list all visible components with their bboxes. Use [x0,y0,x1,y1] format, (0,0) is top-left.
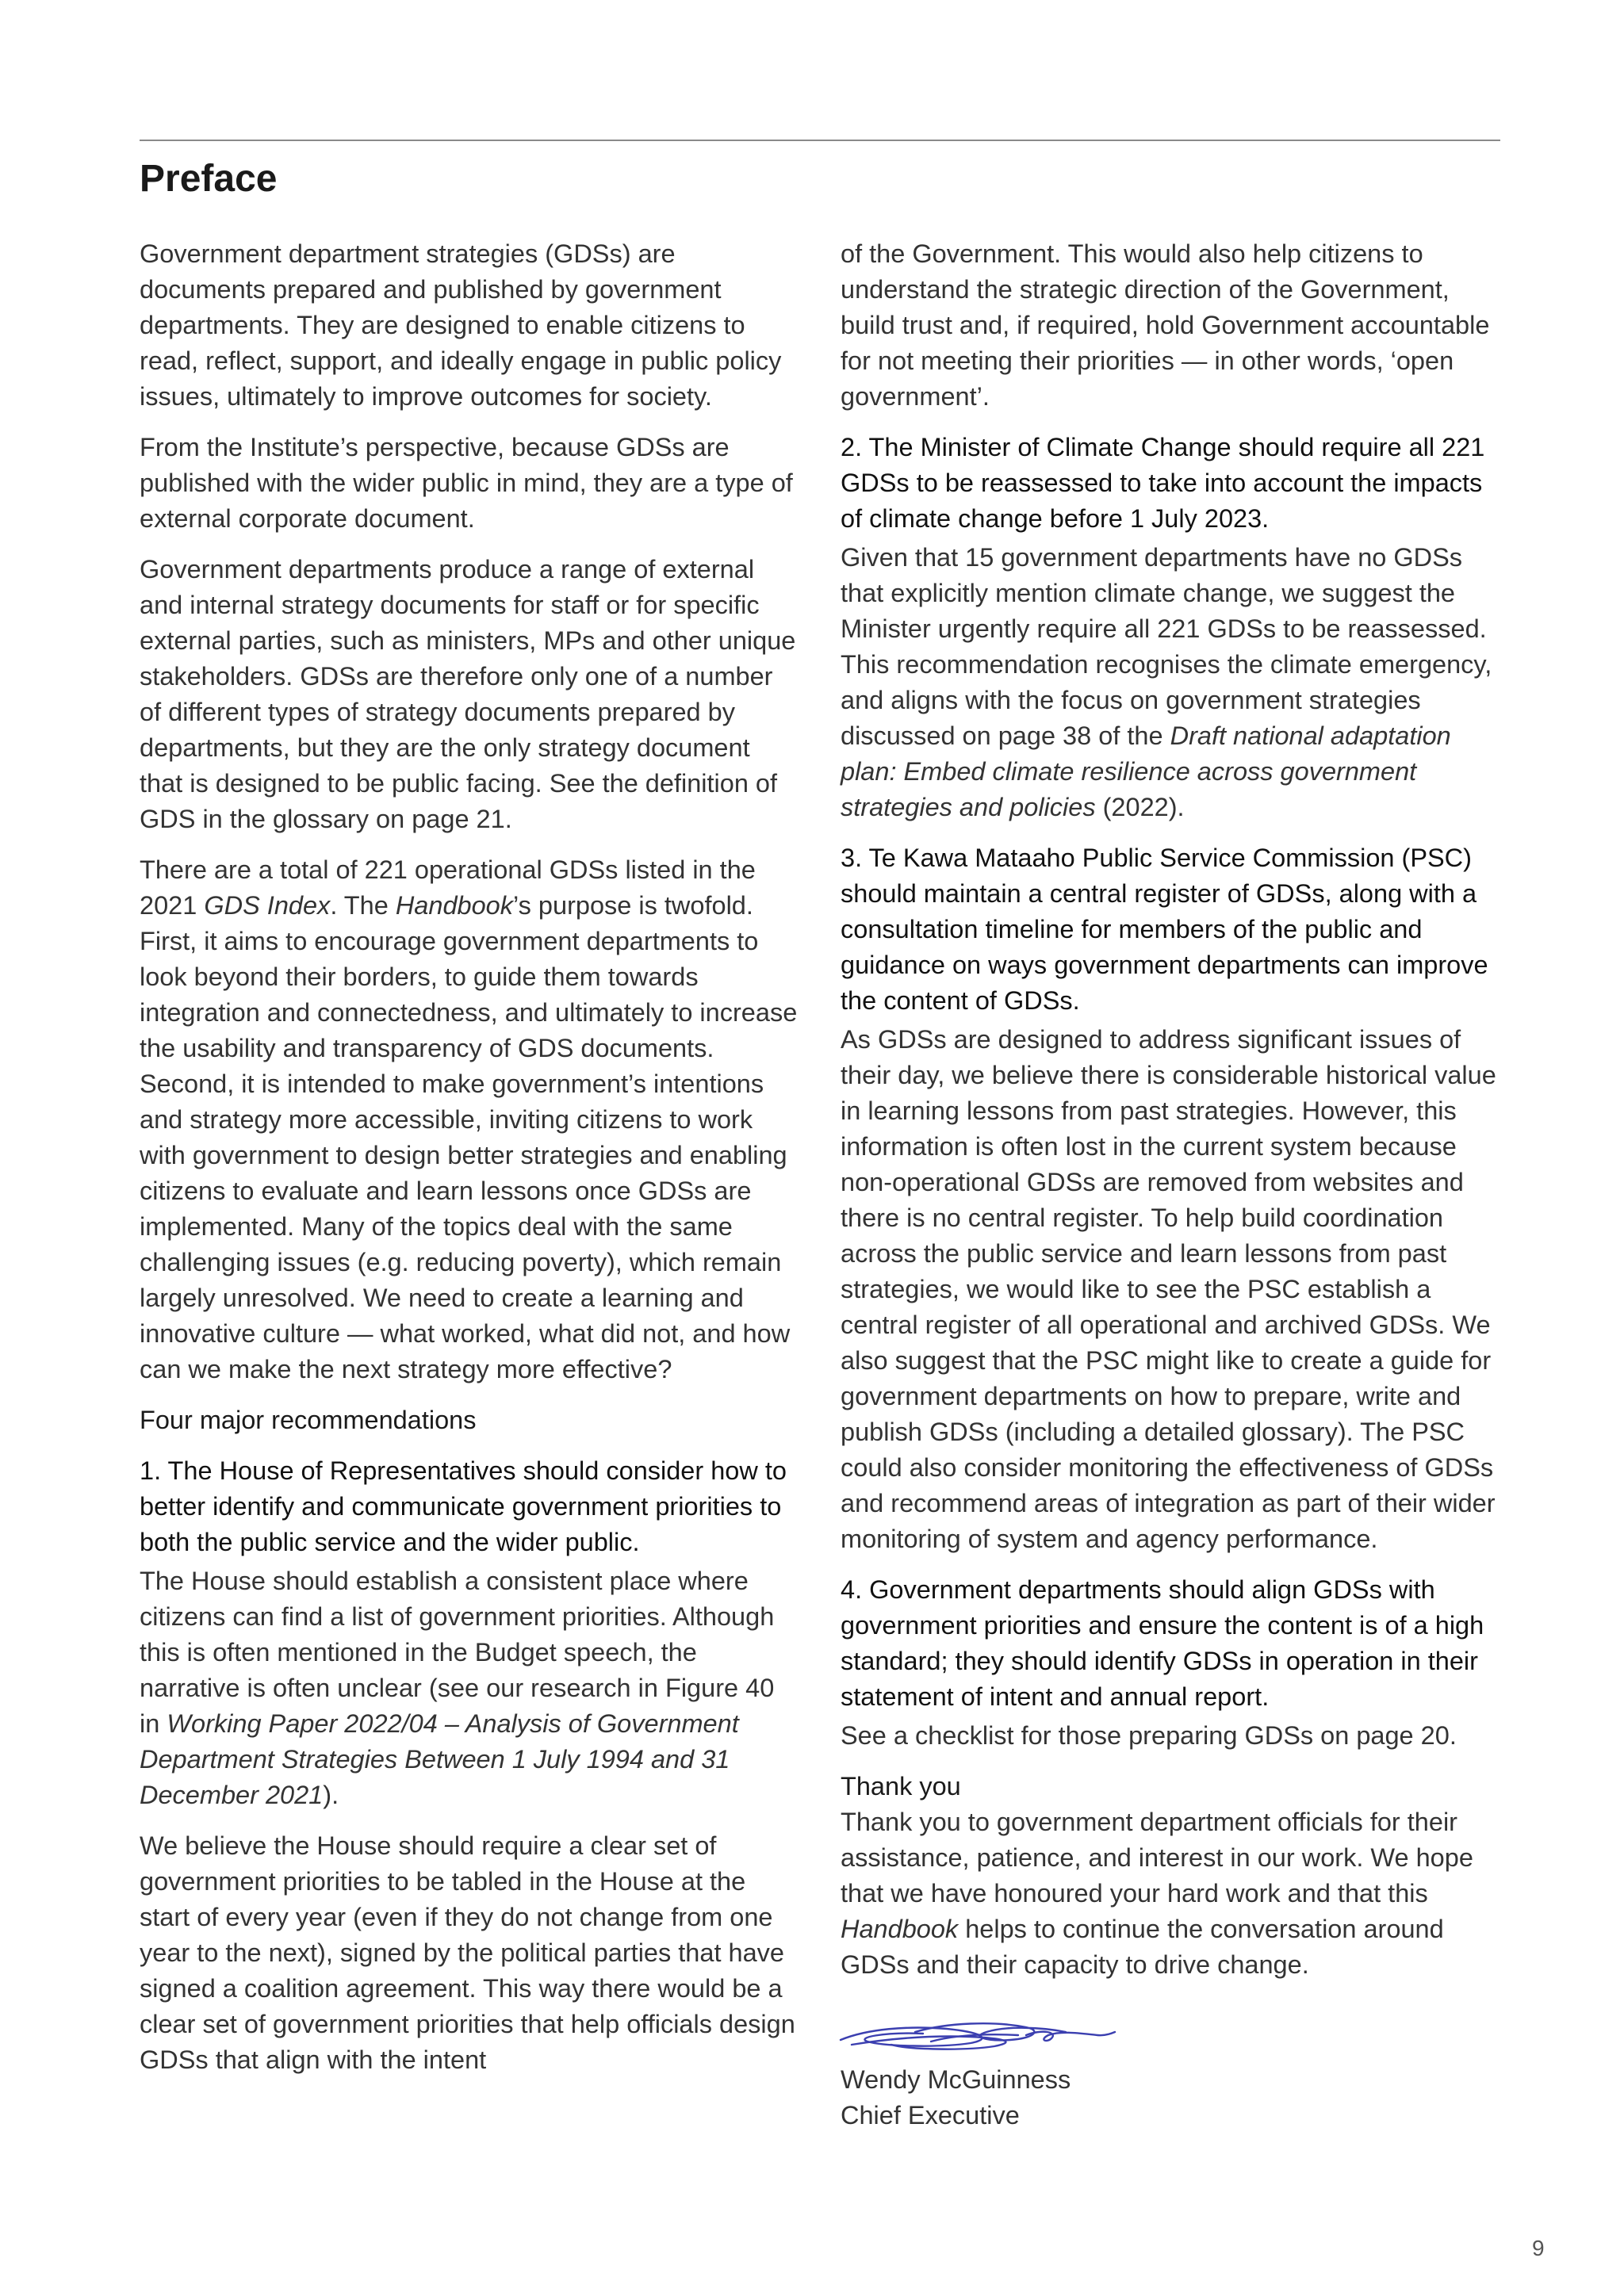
signature-image [836,2011,1121,2059]
handbook-title-2: Handbook [841,1915,959,1943]
recommendation-2-body: Given that 15 government departments have no GDSs that explicitly mention climate change, we suggest the Minister urgently require all 221 GDSs to be reassessed. This recommendation recognises the climate emergency, and aligns with the focus on government strategies discussed on page 38 of the Draft national adaptation plan: Embed climate resilience across government strategies and policies (2022). [841,543,1492,821]
signatory-name: Wendy McGuinness [841,2065,1071,2094]
intro-paragraph-3: Government departments produce a range of external and internal strategy documents for staff or for specific external parties, such as ministers, MPs and other unique stakeholders. GDSs are therefore only one of a number of different types of strategy documents prepared by departments, but they are the only strategy document that is designed to be public facing. See the definition of GDS in the glossary on page 21. [140,555,796,833]
working-paper-title: Working Paper 2022/04 – Analysis of Government Department Strategies Between 1 July 1994 and 31 December 2021 [140,1709,739,1809]
handbook-title: Handbook [395,891,513,920]
left-column [140,236,799,2078]
page-number: 9 [1532,2236,1545,2260]
gds-index-title: GDS Index [204,891,331,920]
recommendation-1-body: The House should establish a consistent place where citizens can find a list of government priorities. Although this is often mentioned in the Budget speech, the narrative is often unclear (see our research in Figure 40 in Working Paper 2022/04 – Analysis of Government Department Strategies Between 1 July 1994 and 31 December 2021). [140,1567,775,1809]
thank-you-body: Thank you to government department officials for their assistance, patience, and interest in our work. We hope that we have honoured your hard work and that this Handbook helps to continue the conversation around GDSs and their capacity to drive change. [841,1808,1473,1979]
recommendation-3-heading: 3. Te Kawa Mataaho Public Service Commission (PSC) should maintain a central register of GDSs, along with a consultation timeline for members of the public and guidance on ways government departments can improve the content of GDSs. [841,844,1488,1015]
recommendation-3-body: As GDSs are designed to address significant issues of their day, we believe there is considerable historical value in learning lessons from past strategies. However, this information is often lost in the current system because non-operational GDSs are removed from websites and there is no central register. To help build coordination across the public service and learn lessons from past strategies, we would like to see the PSC establish a central register of all operational and archived GDSs. We also suggest that the PSC might like to create a guide for government departments on how to prepare, write and publish GDSs (including a detailed glossary). The PSC could also consider monitoring the effectiveness of GDSs and recommend areas of integration as part of their wider monitoring of system and agency performance. [841,1025,1496,1553]
purpose-paragraph: There are a total of 221 operational GDSs listed in the 2021 GDS Index. The Handbook’s purpose is twofold. First, it aims to encourage government departments to look beyond their borders, to guide them towards integration and connectedness, and ultimately to increase the usability and transparency of GDS documents. Second, it is intended to make government’s intentions and strategy more accessible, inviting citizens to work with government to design better strategies and enabling citizens to evaluate and learn lessons once GDSs are implemented. Many of the topics deal with the same challenging issues (e.g. reducing poverty), which remain largely unresolved. We need to create a learning and innovative culture — what worked, what did not, and how can we make the next strategy more effective? [140,855,798,1383]
recommendation-2-heading: 2. The Minister of Climate Change should require all 221 GDSs to be reassessed to take into account the impacts of climate change before 1 July 2023. [841,433,1485,533]
continued-paragraph: of the Government. This would also help citizens to understand the strategic direction of the Government, build trust and, if required, hold Government accountable for not meeting their priorities — in other words, ‘open government’. [841,239,1490,411]
thank-you-heading: Thank you [841,1772,961,1800]
recommendation-1-heading: 1. The House of Representatives should consider how to better identify and communicate government priorities to both the public service and the wider public. [140,1456,787,1556]
page-title: Preface [140,158,278,200]
intro-paragraph-2: From the Institute’s perspective, because GDSs are published with the wider public in mind, they are a type of external corporate document. [140,433,793,533]
intro-paragraph-1: Government department strategies (GDSs) are documents prepared and published by government departments. They are designed to enable citizens to read, reflect, support, and ideally engage in public policy issues, ultimately to improve outcomes for society. [140,239,782,411]
recommendation-4-body: See a checklist for those preparing GDSs on page 20. [841,1721,1457,1750]
right-column [841,236,1500,2133]
recommendations-heading: Four major recommendations [140,1406,477,1434]
top-rule [140,140,1500,141]
signatory-title: Chief Executive [841,2101,1020,2130]
recommendation-4-heading: 4. Government departments should align GDSs with government priorities and ensure the content is of a high standard; they should identify GDSs in operation in their statement of intent and annual report. [841,1575,1484,1711]
recommendation-1-body-2: We believe the House should require a clear set of government priorities to be tabled in the House at the start of every year (even if they do not change from one year to the next), signed by the political parties that have signed a coalition agreement. This way there would be a clear set of government priorities that help officials design GDSs that align with the intent [140,1831,795,2074]
adaptation-plan-title: Draft national adaptation plan: Embed climate resilience across government strategies and policies [841,721,1451,821]
